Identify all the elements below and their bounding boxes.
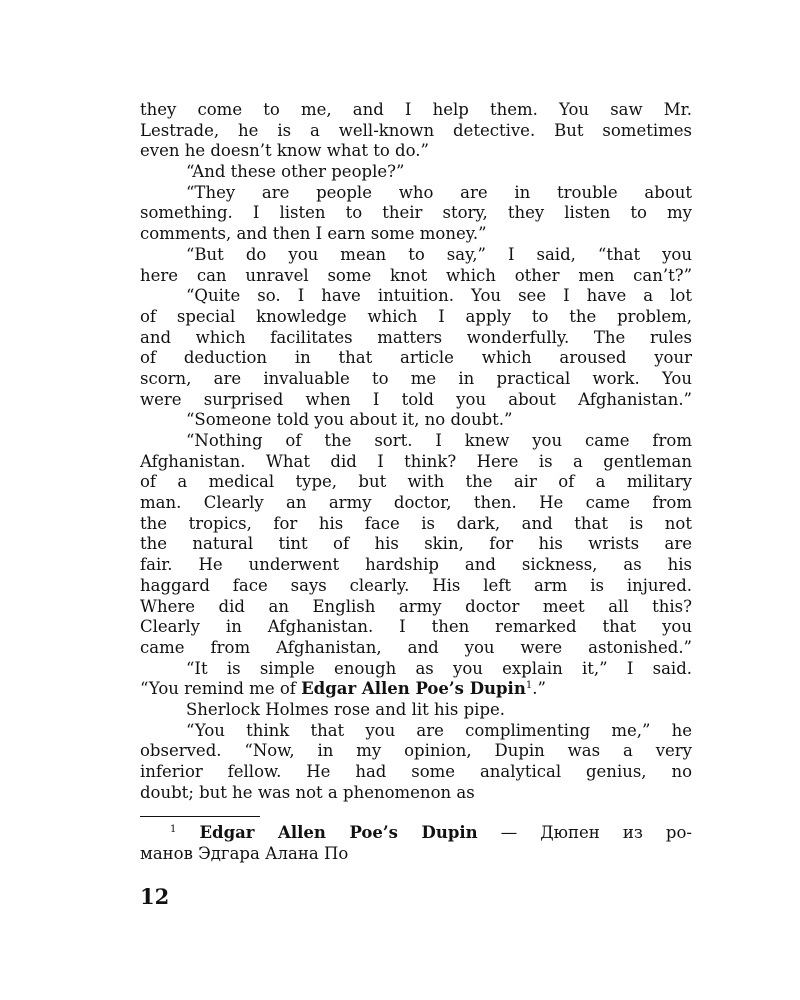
text-line: scorn, are invaluable to me in practical work. You — [140, 368, 692, 388]
text-line: comments, and then I earn some money.” — [140, 224, 487, 244]
text-line: Afghanistan. What did I think? Here is a gentleman — [140, 451, 692, 471]
footnoted-term: Edgar Allen Poe’s Dupin — [301, 679, 526, 699]
text-line: of deduction in that article which aroused your — [140, 348, 692, 368]
text-line: came from Afghanistan, and you were astonished.” — [140, 637, 692, 657]
text-line: doubt; but he was not a phenomenon as — [140, 782, 475, 802]
text-line: “Someone told you about it, no doubt.” — [186, 410, 513, 430]
text-line: “Quite so. I have intuition. You see I have a lot — [186, 286, 692, 306]
text-line: man. Clearly an army doctor, then. He came from — [140, 493, 692, 513]
text-line: fair. He underwent hardship and sickness, as his — [140, 555, 692, 575]
text-fragment: “You remind me of — [140, 679, 302, 699]
footnote-dash: — — [477, 823, 541, 842]
footnote — [140, 822, 692, 863]
text-line: “But do you mean to say,” I said, “that you — [186, 244, 692, 264]
text-fragment: .” — [532, 679, 546, 699]
text-line: they come to me, and I help them. You saw Mr. — [140, 100, 692, 119]
text-line: the natural tint of his skin, for his wrists are — [140, 534, 692, 554]
text-line: Clearly in Afghanistan. I then remarked that you — [140, 617, 692, 637]
text-line: here can unravel some knot which other men can’t?” — [140, 265, 692, 285]
text-line: of a medical type, but with the air of a military — [140, 472, 692, 492]
text-line: Lestrade, he is a well-known detective. But sometimes — [140, 120, 692, 140]
text-line: “They are people who are in trouble about — [186, 182, 692, 202]
footnote-text: Дюпен из ро- — [540, 823, 692, 842]
text-line: “Nothing of the sort. I knew you came from — [186, 431, 692, 450]
text-line: “And these other people?” — [186, 162, 405, 182]
footnote-line: манов Эдгара Алана По — [140, 843, 349, 863]
text-line: haggard face says clearly. His left arm is injured. — [140, 575, 692, 595]
text-line: Sherlock Holmes rose and lit his pipe. — [186, 699, 506, 719]
text-line: observed. “Now, in my opinion, Dupin was a very — [140, 741, 692, 761]
text-line: the tropics, for his face is dark, and that is not — [140, 513, 692, 533]
text-line: and which facilitates matters wonderfully. The rules — [140, 327, 692, 347]
text-line: “It is simple enough as you explain it,” I said. — [186, 658, 692, 678]
text-line — [140, 679, 692, 700]
text-line: “You think that you are complimenting me,” he — [186, 720, 692, 740]
text-line: were surprised when I told you about Afghanistan.” — [140, 389, 692, 409]
text-line: inferior fellow. He had some analytical genius, no — [140, 762, 692, 781]
book-page-text — [140, 100, 692, 803]
footnote-divider — [140, 816, 260, 817]
text-line: of special knowledge which I apply to the problem, — [140, 306, 692, 326]
footnote-term: Edgar Allen Poe’s Dupin — [199, 823, 478, 842]
text-line: something. I listen to their story, they listen to my — [140, 203, 692, 223]
text-line: Where did an English army doctor meet all this? — [140, 596, 692, 616]
footnote-reference[interactable]: 1 — [525, 680, 533, 692]
text-line: even he doesn’t know what to do.” — [140, 141, 429, 161]
footnote-line — [140, 822, 692, 843]
footnote-marker: 1 — [170, 824, 177, 835]
page-number: 12 — [140, 884, 170, 909]
